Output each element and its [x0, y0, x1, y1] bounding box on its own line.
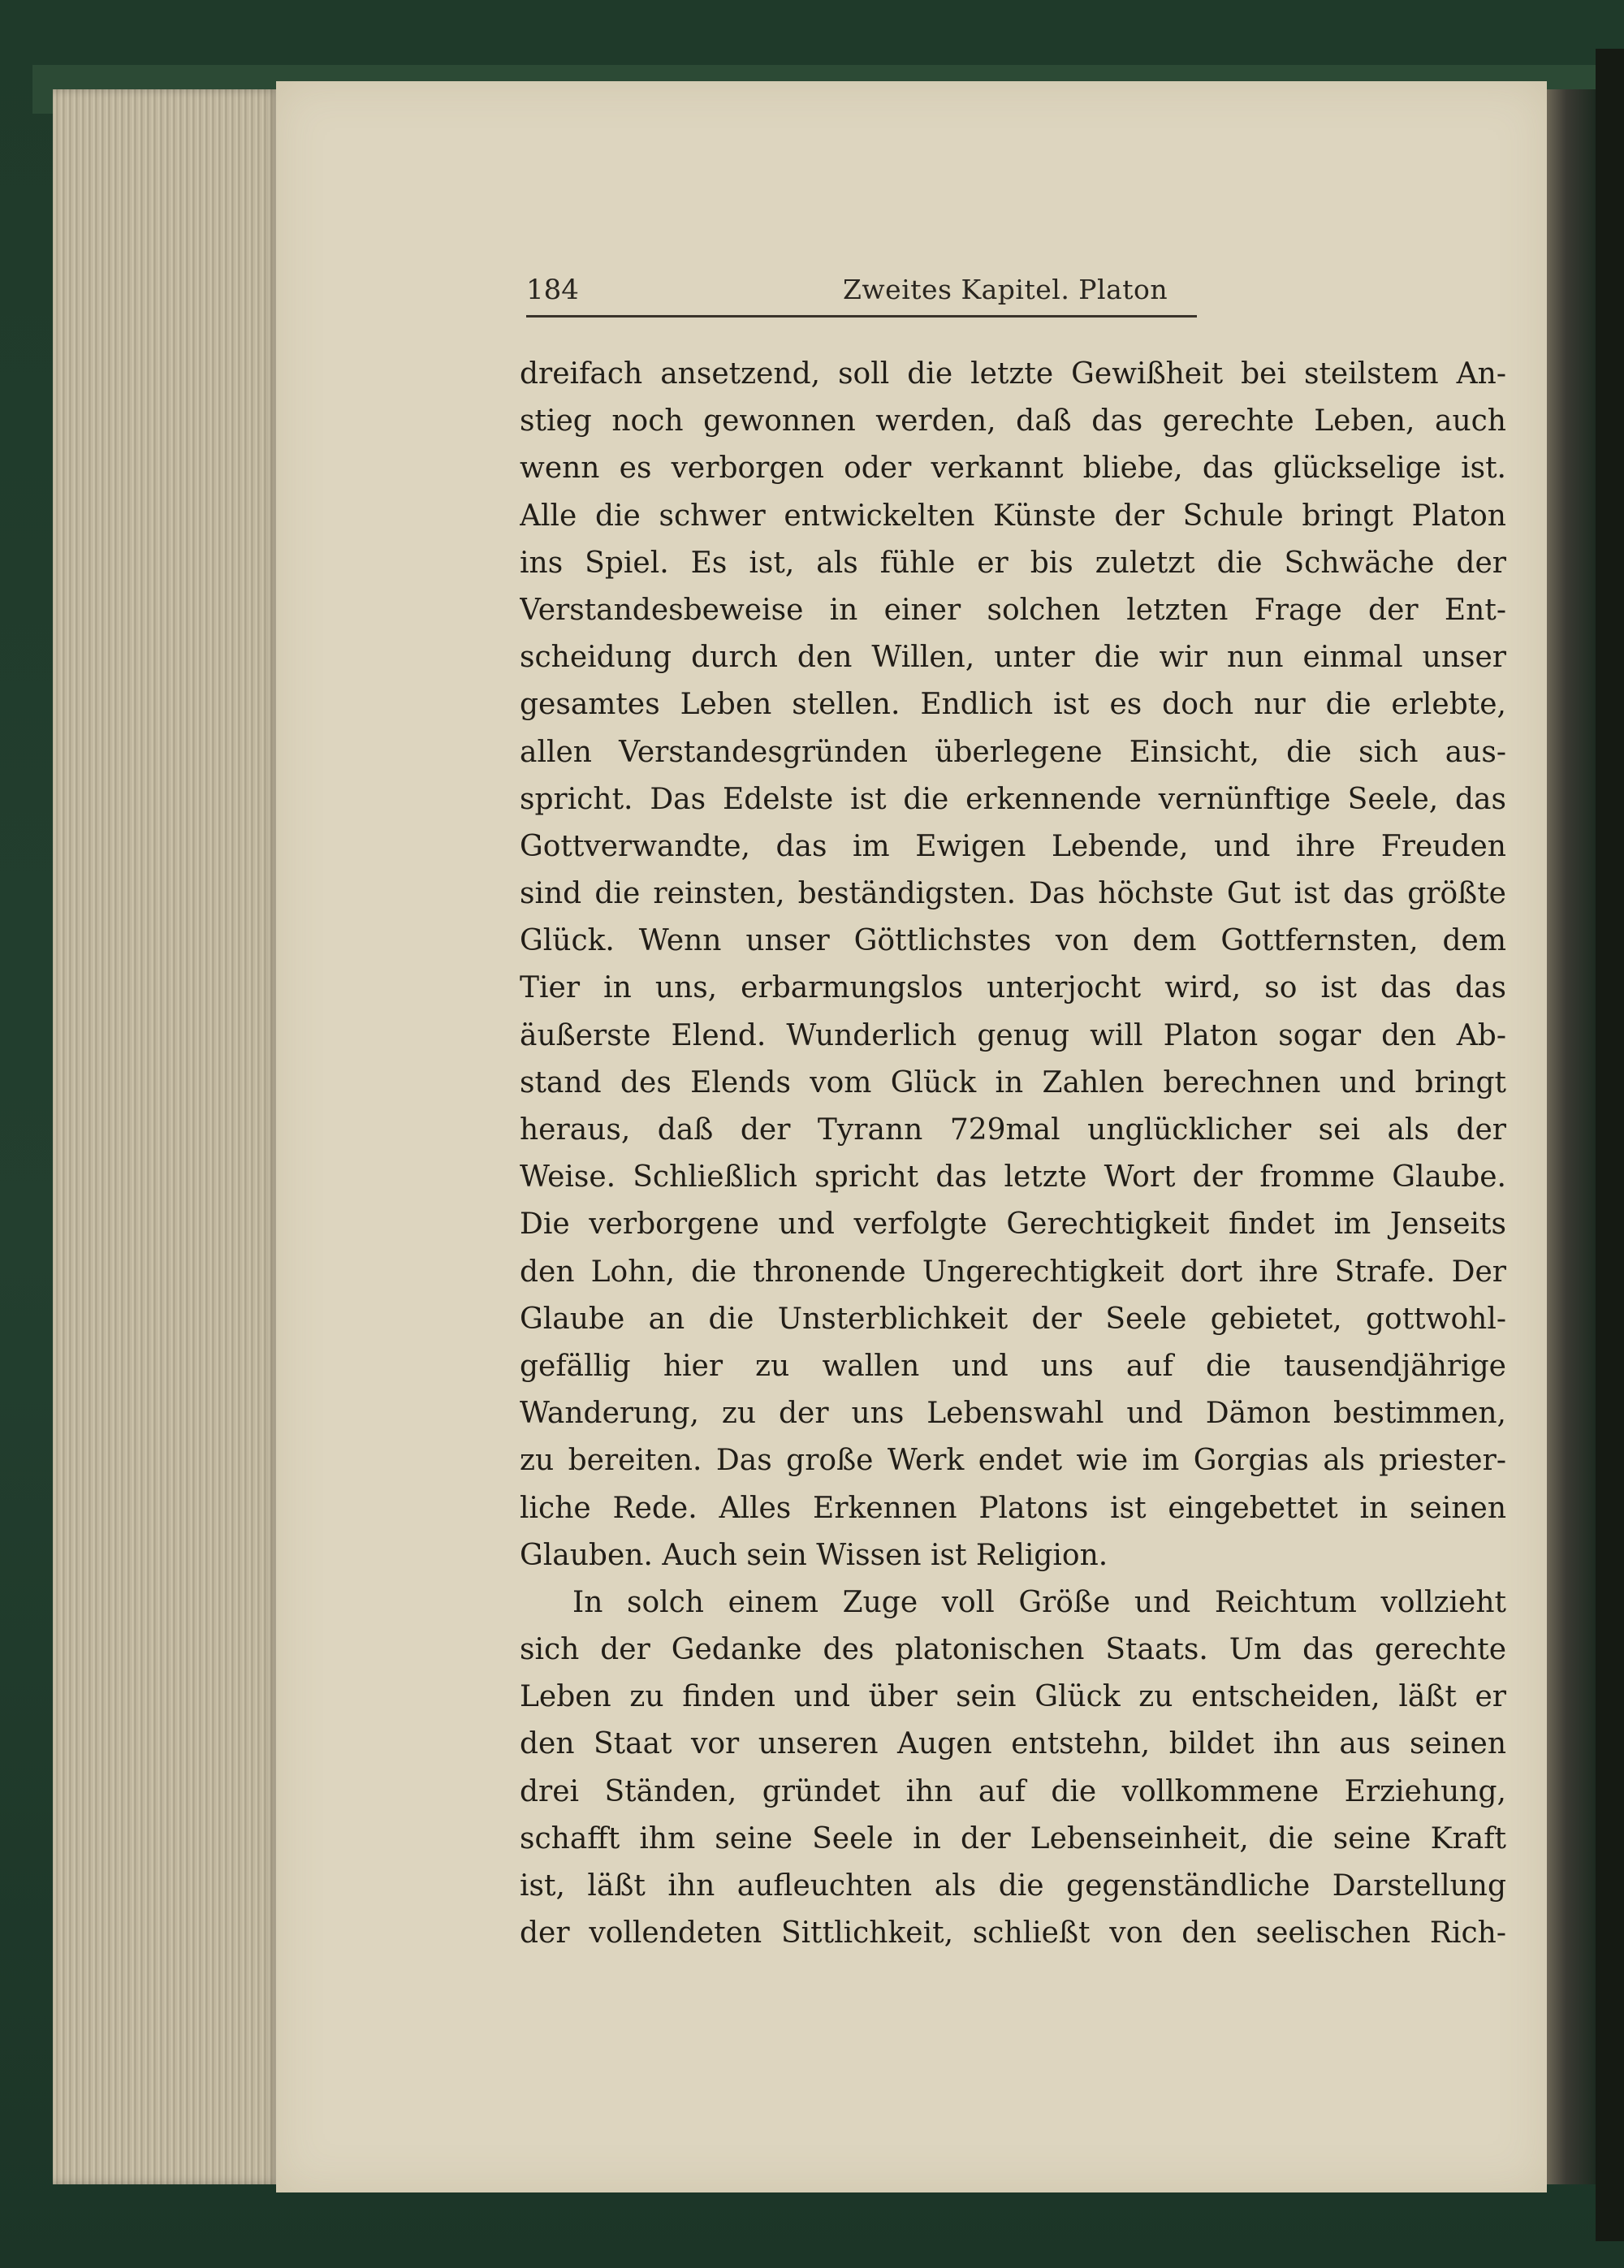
paragraph-start-line: In solch einem Zuge voll Größe und Reichtum vollzieht — [572, 1585, 1506, 1619]
text-line: liche Rede. Alles Erkennen Platons ist eingebettet in seinen — [520, 1491, 1506, 1525]
text-line: drei Ständen, gründet ihn auf die vollkommene Erziehung, — [520, 1774, 1506, 1808]
text-line: scheidung durch den Willen, unter die wir nun einmal unser — [520, 641, 1506, 675]
text-line: zu bereiten. Das große Werk endet wie im Gorgias als priester- — [520, 1444, 1506, 1478]
text-line: stand des Elends vom Glück in Zahlen berechnen und bringt — [520, 1065, 1506, 1099]
text-line: Wanderung, zu der uns Lebenswahl und Dämon bestimmen, — [520, 1397, 1506, 1431]
text-line: Glück. Wenn unser Göttlichstes von dem Gottfernsten, dem — [520, 924, 1506, 958]
text-line: den Staat vor unseren Augen entstehn, bildet ihn aus seinen — [520, 1727, 1506, 1761]
text-line: äußerste Elend. Wunderlich genug will Platon sogar den Ab- — [520, 1018, 1506, 1052]
text-line: den Lohn, die thronende Ungerechtigkeit dort ihre Strafe. Der — [520, 1255, 1506, 1289]
text-line: spricht. Das Edelste ist die erkennende vernünftige Seele, das — [520, 782, 1506, 816]
text-line: schafft ihm seine Seele in der Lebenseinheit, die seine Kraft — [520, 1821, 1506, 1855]
page-number: 184 — [526, 274, 579, 306]
text-line: Die verborgene und verfolgte Gerechtigkeit findet im Jenseits — [520, 1207, 1506, 1242]
text-line: stieg noch gewonnen werden, daß das gerechte Leben, auch — [520, 404, 1506, 438]
text-line: sich der Gedanke des platonischen Staats. Um das gerechte — [520, 1633, 1506, 1667]
text-line: sind die reinsten, beständigsten. Das höchste Gut ist das größte — [520, 877, 1506, 911]
text-line: Alle die schwer entwickelten Künste der Schule bringt Platon — [520, 499, 1506, 533]
text-line: heraus, daß der Tyrann 729mal unglücklicher sei als der — [520, 1113, 1506, 1147]
cover-right-shadow — [1596, 49, 1624, 2241]
text-line: ins Spiel. Es ist, als fühle er bis zuletzt die Schwäche der — [520, 546, 1506, 580]
gutter-edge — [1547, 89, 1596, 2184]
body-text — [520, 351, 1506, 1957]
text-line: gesamtes Leben stellen. Endlich ist es doch nur die erlebte, — [520, 688, 1506, 722]
text-line: ist, läßt ihn aufleuchten als die gegenständliche Darstellung — [520, 1869, 1506, 1903]
text-line: allen Verstandesgründen überlegene Einsicht, die sich aus- — [520, 735, 1506, 769]
text-line: wenn es verborgen oder verkannt bliebe, das glückselige ist. — [520, 451, 1506, 486]
page-header — [526, 270, 1200, 310]
text-line: Verstandesbeweise in einer solchen letzten Frage der Ent- — [520, 593, 1506, 627]
header-rule — [526, 315, 1197, 318]
text-line: Glaube an die Unsterblichkeit der Seele gebietet, gottwohl- — [520, 1302, 1506, 1336]
text-line: dreifach ansetzend, soll die letzte Gewißheit bei steilstem An- — [520, 357, 1506, 391]
page-edges-stack — [53, 89, 280, 2184]
paragraph-end-line: Glauben. Auch sein Wissen ist Religion. — [520, 1538, 1108, 1572]
text-line: der vollendeten Sittlichkeit, schließt von den seelischen Rich- — [520, 1916, 1506, 1950]
text-line: Tier in uns, erbarmungslos unterjocht wird, so ist das das — [520, 971, 1506, 1005]
text-line: Gottverwandte, das im Ewigen Lebende, und ihre Freuden — [520, 829, 1506, 863]
running-head: Zweites Kapitel. Platon — [843, 274, 1168, 305]
text-line: gefällig hier zu wallen und uns auf die tausendjährige — [520, 1349, 1506, 1383]
text-line: Leben zu finden und über sein Glück zu entscheiden, läßt er — [520, 1680, 1506, 1714]
text-line: Weise. Schließlich spricht das letzte Wort der fromme Glaube. — [520, 1160, 1506, 1194]
